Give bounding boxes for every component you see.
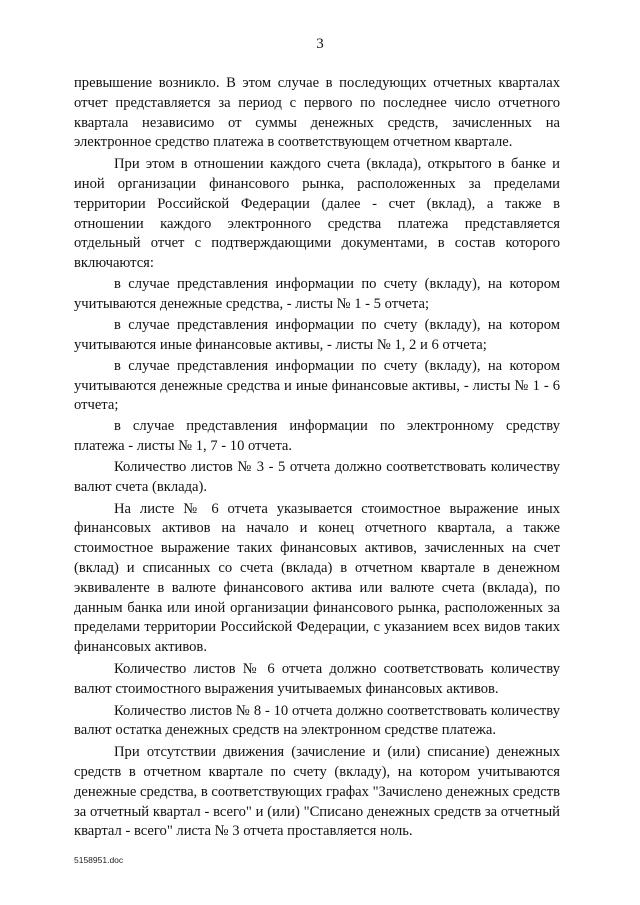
paragraph: Количество листов № 8 - 10 отчета должно соответствовать количеству валют остатка денежных средств на электронном средстве платежа. bbox=[74, 702, 560, 739]
paragraph: Количество листов № 3 - 5 отчета должно соответствовать количеству валют счета (вклада). bbox=[74, 459, 560, 495]
paragraph: Количество листов № 6 отчета должно соответствовать количеству валют стоимостного выражения учитываемых финансовых активов. bbox=[74, 661, 560, 697]
paragraph: При этом в отношении каждого счета (вклада), открытого в банке и иной организации финансового рынка, расположенных за пределами территории Российской Федерации (далее - счет (вклад), а также в отношении каждого электронного средства платежа представляется отдельный отчет с подтверждающими документами, в состав которого включаются: bbox=[74, 156, 560, 272]
paragraph: в случае представления информации по счету (вкладу), на котором учитываются иные финансовые активы, - листы № 1, 2 и 6 отчета; bbox=[74, 316, 560, 353]
footer-file-reference: 5158951.doc bbox=[74, 855, 124, 865]
paragraph: в случае представления информации по электронному средству платежа - листы № 1, 7 - 10 отчета. bbox=[74, 418, 560, 455]
paragraph: При отсутствии движения (зачисление и (или) списание) денежных средств в отчетном квартале по счету (вкладу), на котором учитываются денежные средства, в соответствующих графах "Зачислено денежных средств за отчетный квартал - всего" и (или) "Списано денежных средств за отчетный квартал - всего" листа № 3 отчета проставляется ноль. bbox=[74, 744, 560, 840]
paragraph: На листе № 6 отчета указывается стоимостное выражение иных финансовых активов на начало и конец отчетного квартала, а также стоимостное выражение таких финансовых активов, зачисленных на счет (вклад) и списанных со счета (вклада) в отчетном квартале в денежном эквиваленте в валюте финансового актива или валюте счета (вклада), по данным банка или иной организации финансового рынка, расположенных за пределами территории Российской Федерации, с указанием всех видов таких финансовых активов. bbox=[74, 500, 560, 656]
paragraph: превышение возникло. В этом случае в последующих отчетных кварталах отчет представляется за период с первого по последнее число отчетного квартала независимо от суммы денежных средств, зачисленных на электронное средство платежа в соответствующем отчетном квартале. bbox=[74, 75, 560, 151]
paragraph: в случае представления информации по счету (вкладу), на котором учитываются денежные средства и иные финансовые активы, - листы № 1 - 6 отчета; bbox=[74, 357, 560, 414]
paragraph: в случае представления информации по счету (вкладу), на котором учитываются денежные средства, - листы № 1 - 5 отчета; bbox=[74, 276, 560, 312]
page-number: 3 bbox=[316, 36, 324, 52]
document-body bbox=[74, 74, 560, 843]
